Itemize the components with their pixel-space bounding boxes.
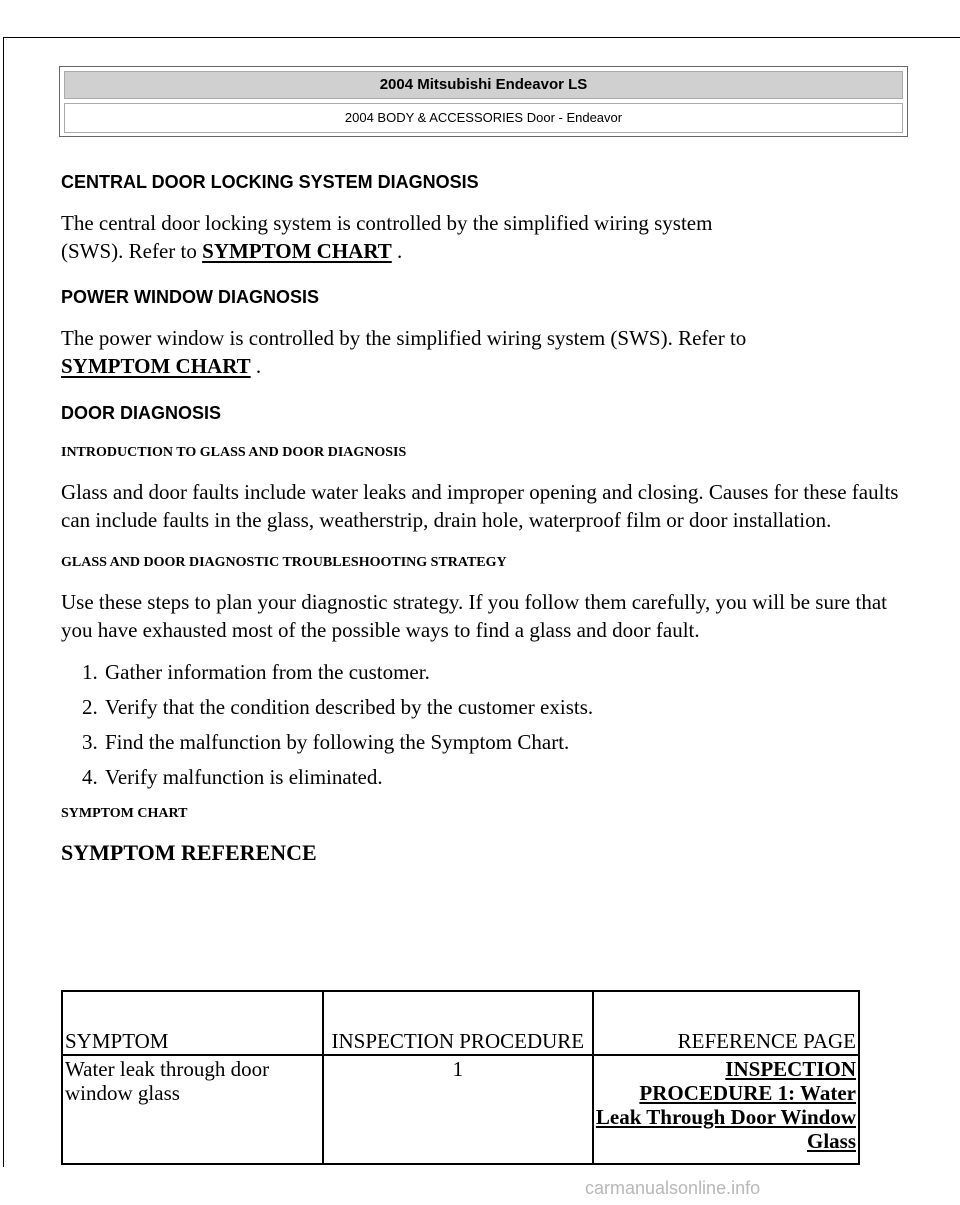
symptom-chart-heading: SYMPTOM CHART (61, 806, 188, 821)
door-diagnosis-heading: DOOR DIAGNOSIS (61, 403, 222, 423)
page-frame-left (3, 37, 4, 1167)
vehicle-title: 2004 Mitsubishi Endeavor LS (64, 71, 903, 99)
column-header-symptom: SYMPTOM (62, 991, 323, 1055)
page-frame-top (3, 37, 960, 38)
list-item: 2. Verify that the condition described by the customer exists. (103, 693, 921, 722)
symptom-reference-title: SYMPTOM REFERENCE (61, 840, 317, 865)
list-item: 3. Find the malfunction by following the Symptom Chart. (103, 728, 921, 757)
reference-cell (593, 1055, 859, 1164)
list-item: 4. Verify malfunction is eliminated. (103, 763, 921, 792)
strategy-heading: GLASS AND DOOR DIAGNOSTIC TROUBLESHOOTING STRATEGY (61, 555, 507, 570)
list-item: 1. Gather information from the customer. (103, 658, 921, 687)
symptom-reference-table (61, 990, 860, 1165)
symptom-cell: Water leak through door window glass (62, 1055, 323, 1164)
section-subtitle: 2004 BODY & ACCESSORIES Door - Endeavor (64, 103, 903, 133)
document-body (61, 168, 921, 866)
column-header-procedure: INSPECTION PROCEDURE (323, 991, 593, 1055)
symptom-chart-link[interactable]: SYMPTOM CHART (61, 354, 251, 378)
power-window-text: The power window is controlled by the simplified wiring system (SWS). Refer to SYMPTOM CHART . (61, 326, 747, 378)
central-locking-text: The central door locking system is controlled by the simplified wiring system (SWS). Refer to SYMPTOM CHART . (61, 211, 713, 263)
power-window-heading: POWER WINDOW DIAGNOSIS (61, 287, 319, 307)
table-header-row (62, 991, 859, 1055)
watermark: carmanualsonline.info (585, 1178, 761, 1198)
column-header-reference: REFERENCE PAGE (593, 991, 859, 1055)
symptom-chart-link[interactable]: SYMPTOM CHART (202, 239, 392, 263)
procedure-cell: 1 (323, 1055, 593, 1164)
central-locking-heading: CENTRAL DOOR LOCKING SYSTEM DIAGNOSIS (61, 172, 479, 192)
intro-text: Glass and door faults include water leaks and improper opening and closing. Causes for these faults can include faults in the glass, weatherstrip, drain hole, waterproof film or door installation. (61, 480, 899, 532)
intro-heading: INTRODUCTION TO GLASS AND DOOR DIAGNOSIS (61, 445, 407, 460)
reference-link[interactable]: INSPECTION PROCEDURE 1: Water Leak Through Door Window Glass (595, 1057, 856, 1153)
strategy-text: Use these steps to plan your diagnostic strategy. If you follow them carefully, you will be sure that you have exhausted most of the possible ways to find a glass and door fault. (61, 590, 887, 642)
table-row (62, 1055, 859, 1164)
strategy-steps (61, 658, 921, 792)
document-header (59, 66, 908, 137)
